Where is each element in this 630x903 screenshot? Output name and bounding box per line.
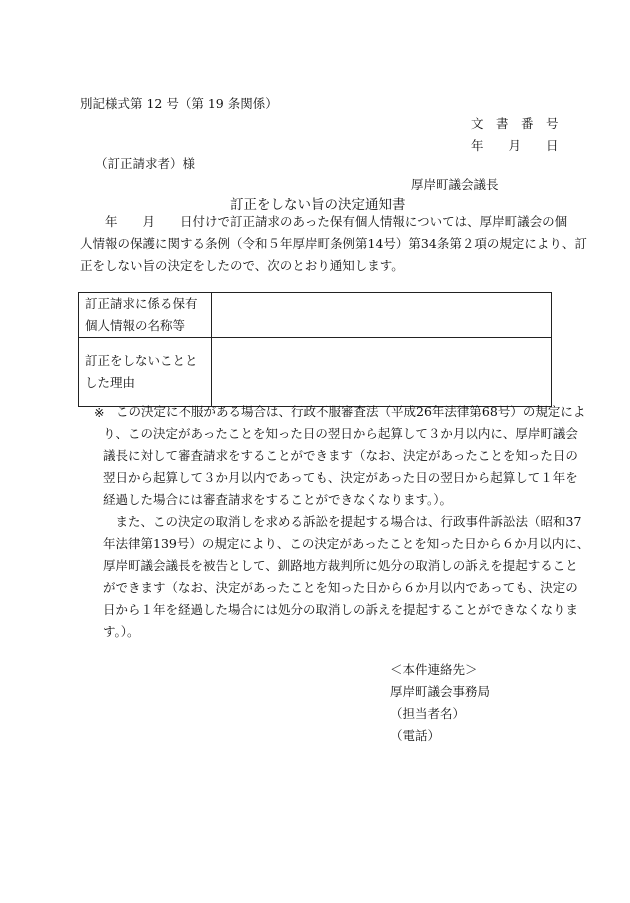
note-line: 厚岸町議会議長を被告として、釧路地方裁判所に処分の取消しの訴えを提起すること bbox=[103, 558, 578, 573]
note-line: 議長に対して審査請求をすることができます（なお、決定があったことを知った日の bbox=[103, 448, 578, 463]
label-line: した理由 bbox=[85, 375, 136, 390]
note-line: り、この決定があったことを知った日の翌日から起算して３か月以内に、厚岸町議会 bbox=[103, 426, 578, 441]
body-text bbox=[80, 211, 587, 277]
note-line: 年法律第139号）の規定により、この決定があったことを知った日から６か月以内に、 bbox=[103, 536, 590, 551]
label-line: 個人情報の名称等 bbox=[85, 318, 186, 333]
addressee: （訂正請求者）様 bbox=[95, 156, 196, 171]
details-table bbox=[78, 292, 552, 407]
contact-office: 厚岸町議会事務局 bbox=[390, 684, 491, 699]
note-line: ができます（なお、決定があったことを知った日から６か月以内であっても、決定の bbox=[103, 580, 578, 595]
label-line: 訂正請求に係る保有 bbox=[85, 296, 198, 311]
table-row bbox=[79, 293, 552, 338]
note-lawsuit bbox=[103, 511, 590, 643]
issuer: 厚岸町議会議長 bbox=[411, 177, 499, 192]
document-number-label: 文 書 番 号 bbox=[471, 116, 559, 131]
contact-phone: （電話） bbox=[390, 728, 441, 743]
contact-block bbox=[390, 659, 550, 747]
note-line: この決定に不服がある場合は、行政不服審査法（平成26年法律第68号）の規定によ bbox=[116, 404, 586, 419]
body-line: 年 月 日付けで訂正請求のあった保有個人情報については、厚岸町議会の個 bbox=[80, 214, 568, 229]
reason-label bbox=[79, 338, 212, 407]
note-mark: ※ bbox=[94, 405, 105, 420]
note-line: 経過した場合には審査請求をすることができなくなります。）。 bbox=[103, 492, 453, 507]
date-label: 年 月 日 bbox=[471, 138, 559, 153]
note-line: また、この決定の取消しを求める訴訟を提起する場合は、行政事件訴訟法（昭和37 bbox=[103, 514, 582, 529]
contact-heading: ＜本件連絡先＞ bbox=[390, 662, 478, 677]
document-title: 訂正をしない旨の決定通知書 bbox=[230, 197, 406, 213]
note-appeal bbox=[103, 401, 586, 511]
reason-value bbox=[212, 338, 552, 407]
body-line: 人情報の保護に関する条例（令和５年厚岸町条例第14号）第34条第２項の規定により、訂 bbox=[80, 236, 587, 251]
table-row bbox=[79, 338, 552, 407]
label-line: 訂正をしないことと bbox=[85, 353, 198, 368]
note-line: 日から１年を経過した場合には処分の取消しの訴えを提起することができなくなりま bbox=[103, 602, 579, 617]
form-reference: 別記様式第 12 号（第 19 条関係） bbox=[80, 96, 278, 111]
body-line: 正をしない旨の決定をしたので、次のとおり通知します。 bbox=[80, 258, 404, 273]
note-line: す。）。 bbox=[103, 624, 140, 639]
note-line: 翌日から起算して３か月以内であっても、決定があった日の翌日から起算して１年を bbox=[103, 470, 578, 485]
item-name-label bbox=[79, 293, 212, 338]
item-name-value bbox=[212, 293, 552, 338]
contact-person: （担当者名） bbox=[390, 706, 466, 721]
